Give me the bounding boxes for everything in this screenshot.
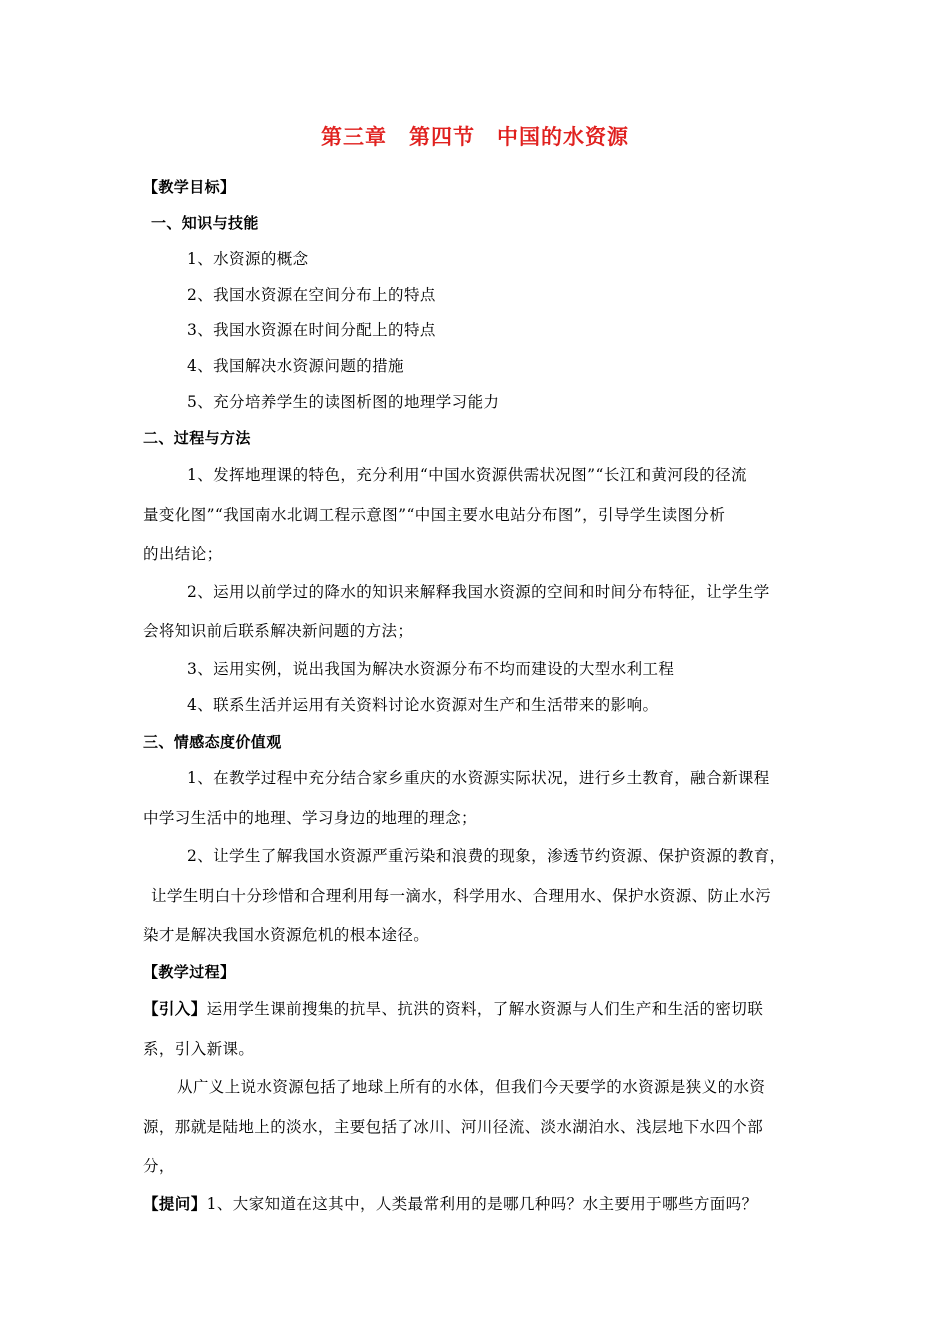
paragraph-line: 1、在教学过程中充分结合家乡重庆的水资源实际状况，进行乡土教育，融合新课程 bbox=[187, 769, 770, 787]
process-method-heading: 二、过程与方法 bbox=[143, 429, 251, 447]
knowledge-skills-heading: 一、知识与技能 bbox=[151, 214, 259, 232]
question-label: 【提问】 bbox=[143, 1195, 207, 1213]
paragraph-line: 2、让学生了解我国水资源严重污染和浪费的现象，渗透节约资源、保护资源的教育， bbox=[187, 847, 786, 865]
paragraph-line: 3、运用实例，说出我国为解决水资源分布不均而建设的大型水利工程 bbox=[187, 660, 675, 678]
teaching-goals-heading: 【教学目标】 bbox=[143, 178, 236, 196]
paragraph-line: 分， bbox=[143, 1157, 175, 1175]
paragraph-line: 染才是解决我国水资源危机的根本途径。 bbox=[143, 926, 430, 944]
paragraph-line: 中学习生活中的地理、学习身边的地理的理念； bbox=[143, 809, 477, 827]
paragraph-line: 让学生明白十分珍惜和合理利用每一滴水，科学用水、合理用水、保护水资源、防止水污 bbox=[151, 887, 772, 905]
paragraph-line: 系，引入新课。 bbox=[143, 1040, 255, 1058]
paragraph-line: 源，那就是陆地上的淡水，主要包括了冰川、河川径流、淡水湖泊水、浅层地下水四个部 bbox=[143, 1118, 764, 1136]
paragraph-line: 4、联系生活并运用有关资料讨论水资源对生产和生活带来的影响。 bbox=[187, 696, 659, 714]
attitude-values-heading: 三、情感态度价值观 bbox=[143, 733, 282, 751]
intro-label: 【引入】 bbox=[143, 1000, 207, 1018]
paragraph-line: 会将知识前后联系解决新问题的方法； bbox=[143, 622, 414, 640]
paragraph-line: 1、发挥地理课的特色，充分利用“中国水资源供需状况图”“长江和黄河段的径流 bbox=[187, 466, 747, 484]
paragraph-line: 的出结论； bbox=[143, 545, 223, 563]
paragraph-line: 量变化图”“我国南水北调工程示意图”“中国主要水电站分布图”，引导学生读图分析 bbox=[143, 506, 726, 524]
list-item: 1、水资源的概念 bbox=[187, 250, 309, 268]
list-item: 3、我国水资源在时间分配上的特点 bbox=[187, 321, 436, 339]
intro-text: 运用学生课前搜集的抗旱、抗洪的资料，了解水资源与人们生产和生活的密切联 bbox=[206, 1000, 764, 1018]
list-item: 2、我国水资源在空间分布上的特点 bbox=[187, 286, 436, 304]
list-item: 5、充分培养学生的读图析图的地理学习能力 bbox=[187, 393, 500, 411]
list-item: 4、我国解决水资源问题的措施 bbox=[187, 357, 404, 375]
teaching-process-heading: 【教学过程】 bbox=[143, 963, 236, 981]
paragraph-line: 从广义上说水资源包括了地球上所有的水体，但我们今天要学的水资源是狭义的水资 bbox=[177, 1078, 766, 1096]
question-text: 1、大家知道在这其中，人类最常利用的是哪几种吗？水主要用于哪些方面吗？ bbox=[206, 1195, 758, 1213]
page-title: 第三章 第四节 中国的水资源 bbox=[321, 125, 629, 149]
intro-paragraph-line bbox=[143, 999, 763, 1019]
paragraph-line: 2、运用以前学过的降水的知识来解释我国水资源的空间和时间分布特征，让学生学 bbox=[187, 583, 770, 601]
question-paragraph-line bbox=[143, 1194, 757, 1214]
